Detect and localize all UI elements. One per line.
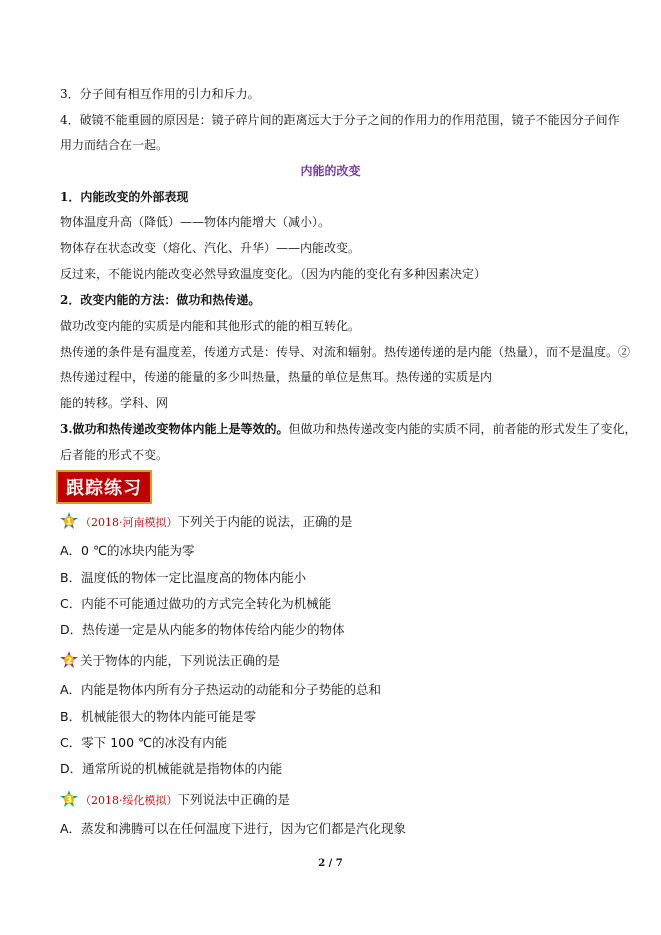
q1-option-c: C．内能不可能通过做功的方式完全转化为机械能 [60,596,332,611]
s1-line1: 物体温度升高（降低）——物体内能增大（减小）。 [60,215,331,229]
question-3-num: 3 [65,795,73,806]
question-badge-icon [60,512,78,530]
s2-line3: 热传递过程中，传递的能量的多少叫热量，热量的单位是焦耳。热传递的实质是内 [60,370,493,384]
question-badge-icon [60,651,78,669]
question-3 [60,790,290,809]
practice-banner-label: 跟踪练习 [66,478,142,499]
s1-heading: 1．内能改变的外部表现 [60,190,189,204]
s3-rest: 但做功和热传递改变内能的实质不同，前者能的形式发生了变化， [288,422,637,436]
q1-option-a: A．0 ℃的冰块内能为零 [60,543,195,558]
q2-option-c: C．零下 100 ℃的冰没有内能 [60,735,228,750]
s1-line3: 反过来，不能说内能改变必然导致温度变化。（因为内能的变化有多种因素决定） [60,267,487,281]
q1-option-b: B．温度低的物体一定比温度高的物体内能小 [60,570,307,585]
question-3-stem: 下列说法中正确的是 [177,792,291,807]
q1-option-d: D．热传递一定是从内能多的物体传给内能少的物体 [60,622,345,637]
question-1-source: （2018·河南模拟） [80,516,178,529]
page-number: 2 / 7 [318,858,343,869]
q2-option-b: B．机械能很大的物体内能可能是零 [60,709,257,724]
s2-line2: 热传递的条件是有温度差，传递方式是：传导、对流和辐射。热传递传递的是内能（热量），而不是温度。② [60,345,631,359]
question-1 [60,512,353,531]
question-1-num: 1 [65,517,73,528]
section-title: 内能的改变 [300,164,361,178]
s2-line1: 做功改变内能的实质是内能和其他形式的能的相互转化。 [60,319,361,333]
q2-option-d: D．通常所说的机械能就是指物体的内能 [60,761,283,776]
s2-line4: 能的转移。学科、网 [60,396,169,410]
question-badge-icon [60,790,78,808]
s2-heading: 2．改变内能的方法：做功和热传递。 [60,293,261,307]
s1-line2: 物体存在状态改变（熔化、汽化、升华）——内能改变。 [60,241,361,255]
q2-option-a: A．内能是物体内所有分子热运动的动能和分子势能的总和 [60,682,382,697]
q3-option-a: A．蒸发和沸腾可以在任何温度下进行，因为它们都是汽化现象 [60,821,407,836]
practice-banner [56,470,152,504]
question-2-stem: 关于物体的内能，下列说法正确的是 [80,653,281,668]
question-3-source: （2018·绥化模拟） [80,794,178,807]
s3-line1 [60,421,637,437]
para-4-line1: 4．破镜不能重圆的原因是：镜子碎片间的距离远大于分子之间的作用力的作用范围，镜子不能因分子间作 [60,113,620,127]
para-3: 3．分子间有相互作用的引力和斥力。 [60,87,260,101]
question-2-num: 2 [65,656,73,667]
question-1-stem: 下列关于内能的说法，正确的是 [177,514,353,529]
question-2 [60,651,280,669]
s3-line2: 后者能的形式不变。 [60,448,169,462]
para-4-line2: 用力而结合在一起。 [60,138,169,152]
s3-bold-lead: 3.做功和热传递改变物体内能上是等效的。 [60,422,289,436]
